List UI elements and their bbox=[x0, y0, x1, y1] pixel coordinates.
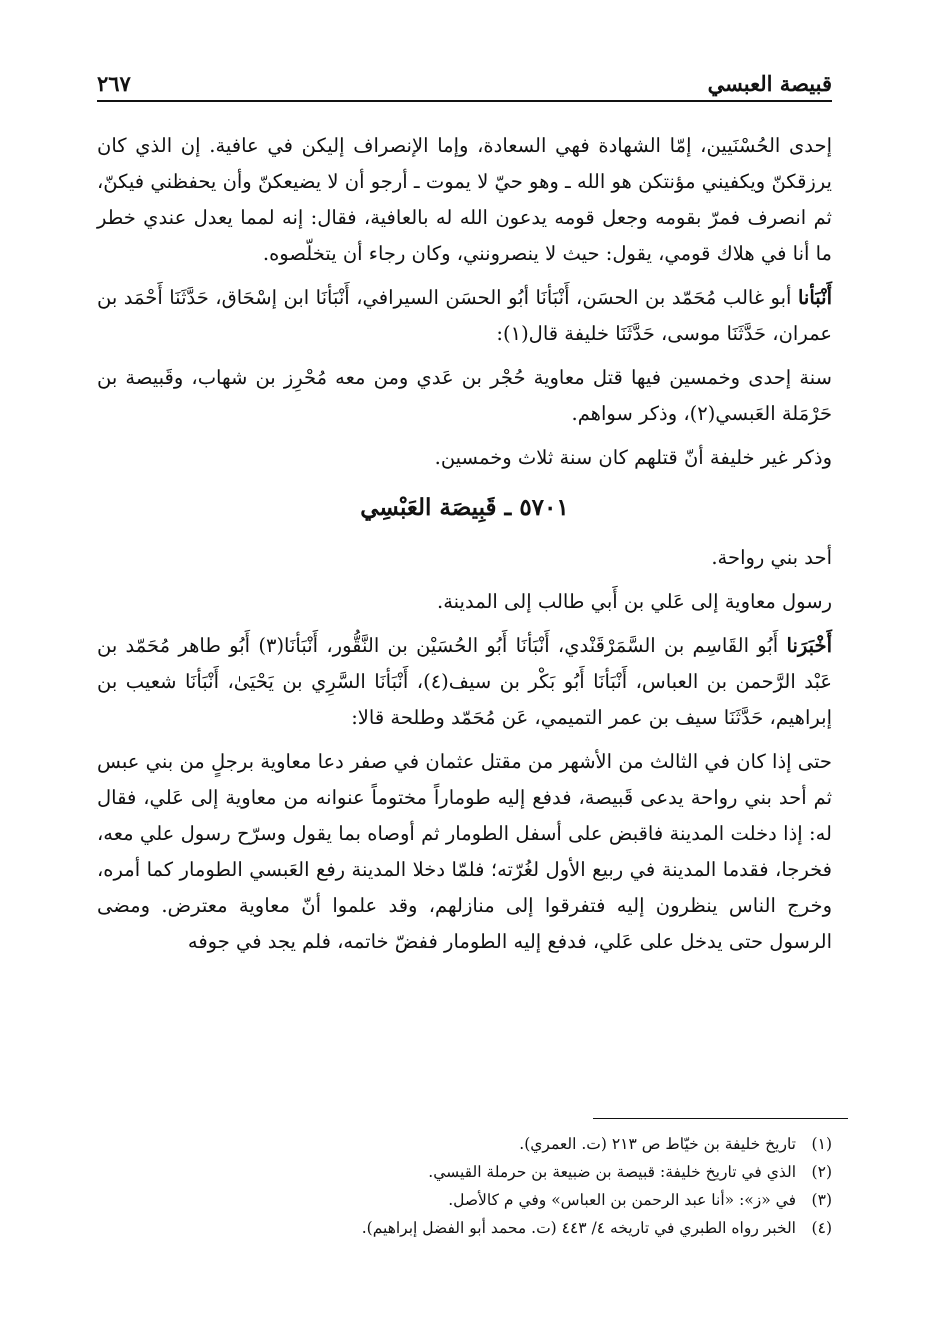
footnote-2-number: (٢) bbox=[811, 1163, 832, 1181]
footnote-2-text: الذي في تاريخ خليفة: قبيصة بن ضبيعة بن حرملة القيسي. bbox=[428, 1163, 796, 1181]
paragraph-3: سنة إحدى وخمسين فيها قتل معاوية حُجْر بن عَدي ومن معه مُحْرِز بن شهاب، وقَبيصة بن حَرْمَلة العَبسي(٢)، وذكر سواهم. bbox=[97, 366, 832, 425]
footnote-rule bbox=[593, 1118, 848, 1119]
paragraph-8: حتى إذا كان في الثالث من الأشهر من مقتل عثمان في صفر دعا معاوية برجلٍ من بني عبس ثم أحد بني رواحة يدعى قَبيصة، فدفع إليه طوماراً مختوماً عنوانه من معاوية إلى عَلي، فقال له: إذا دخلت المدينة فاقبض على أسفل الطومار ثم أوصاه بما يقول وسرّح رسول علي معه، فخرجا، فقدما المدينة في ربيع الأول لغُرّته؛ فلمّا دخلا المدينة رفع العَبسي الطومار كما أمره، وخرج الناس ينظرون إليه فتفرقوا إلى منازلهم، وقد علموا أنّ معاوية معترض. ومضى الرسول حتى يدخل على عَلي، فدفع إليه الطومار ففضّ خاتمه، فلم يجد في جوفه bbox=[97, 750, 832, 953]
footnote-1-text: تاريخ خليفة بن خيّاط ص ٢١٣ (ت. العمري). bbox=[519, 1135, 796, 1153]
footnote-3 bbox=[97, 1186, 832, 1214]
paragraph-5: أحد بني رواحة. bbox=[711, 546, 832, 569]
footnote-3-text: في «ز»: «أنا عبد الرحمن بن العباس» وفي م كالأصل. bbox=[448, 1191, 796, 1209]
paragraph-2 bbox=[97, 280, 832, 352]
footnote-4-text: الخبر رواه الطبري في تاريخه ٤/ ٤٤٣ (ت. محمد أبو الفضل إبراهيم). bbox=[361, 1219, 796, 1237]
footnote-1 bbox=[97, 1130, 832, 1158]
paragraph-4: وذكر غير خليفة أنّ قتلهم كان سنة ثلاث وخمسين. bbox=[434, 446, 832, 469]
footnote-4 bbox=[97, 1214, 832, 1242]
entry-title: ٥٧٠١ ـ قَبِيصَة العَبْسِي bbox=[360, 494, 569, 521]
footnote-3-number: (٣) bbox=[811, 1191, 832, 1209]
main-text bbox=[97, 128, 832, 968]
header-rule bbox=[97, 100, 832, 102]
paragraph-2-lead: أَنْبَأنا bbox=[797, 286, 832, 309]
paragraph-1: إحدى الحُسْنَيين، إمّا الشهادة فهي السعادة، وإما الإنصراف إليكن في عافية. إن الذي كان يرزقكنّ ويكفيني مؤنتكن هو الله ـ وهو حيّ لا يموت ـ أرجو أن لا يضيعكنّ وأن يحفظني فيكنّ، ثم انصرف فمرّ بقومه وجعل قومه يدعون الله له بالعافية، فقال: إنه لمما يعدل عندي خطر ما أنا في هلاك قومي، يقول: حيث لا ينصرونني، وكان رجاء أن يتخلّصوه. bbox=[97, 134, 832, 265]
paragraph-7 bbox=[97, 628, 832, 736]
page-number: ٢٦٧ bbox=[97, 71, 131, 96]
page-header bbox=[97, 60, 832, 96]
paragraph-2-text: أبو غالب مُحَمّد بن الحسَن، أَنْبَأنَا أبُو الحسَن السيرافي، أَنْبَأنَا ابن إسْحَاق، حَدَّثَنَا أَحْمَد بن عمران، حَدَّثَنَا موسى، حَدَّثَنَا خليفة قال(١): bbox=[97, 286, 832, 345]
footnotes bbox=[97, 1130, 832, 1242]
footnote-4-number: (٤) bbox=[811, 1219, 832, 1237]
footnote-1-number: (١) bbox=[811, 1135, 832, 1153]
paragraph-6: رسول معاوية إلى عَلي بن أَبي طالب إلى المدينة. bbox=[437, 590, 832, 613]
footnote-2 bbox=[97, 1158, 832, 1186]
running-title: قبيصة العبسي bbox=[707, 71, 832, 96]
paragraph-7-lead: أَخْبَرَنا bbox=[786, 634, 832, 657]
paragraph-7-text: أَبُو القَاسِم بن السَّمَرْقَنْدي، أَنْبَأنَا أَبُو الحُسَيْن بن النَّقُّور، أَنْبَأنَا(٣) أَبُو طاهر مُحَمّد بن عَبْد الرَّحمن بن العباس، أَنْبَأنَا أَبُو بَكْر بن سيف(٤)، أَنْبَأنَا السَّرِي بن يَحْيَىٰ، أَنْبَأنَا شعيب بن إبراهيم، حَدَّثَنَا سيف بن عمر التميمي، عَن مُحَمّد وطلحة قالا: bbox=[97, 634, 832, 729]
